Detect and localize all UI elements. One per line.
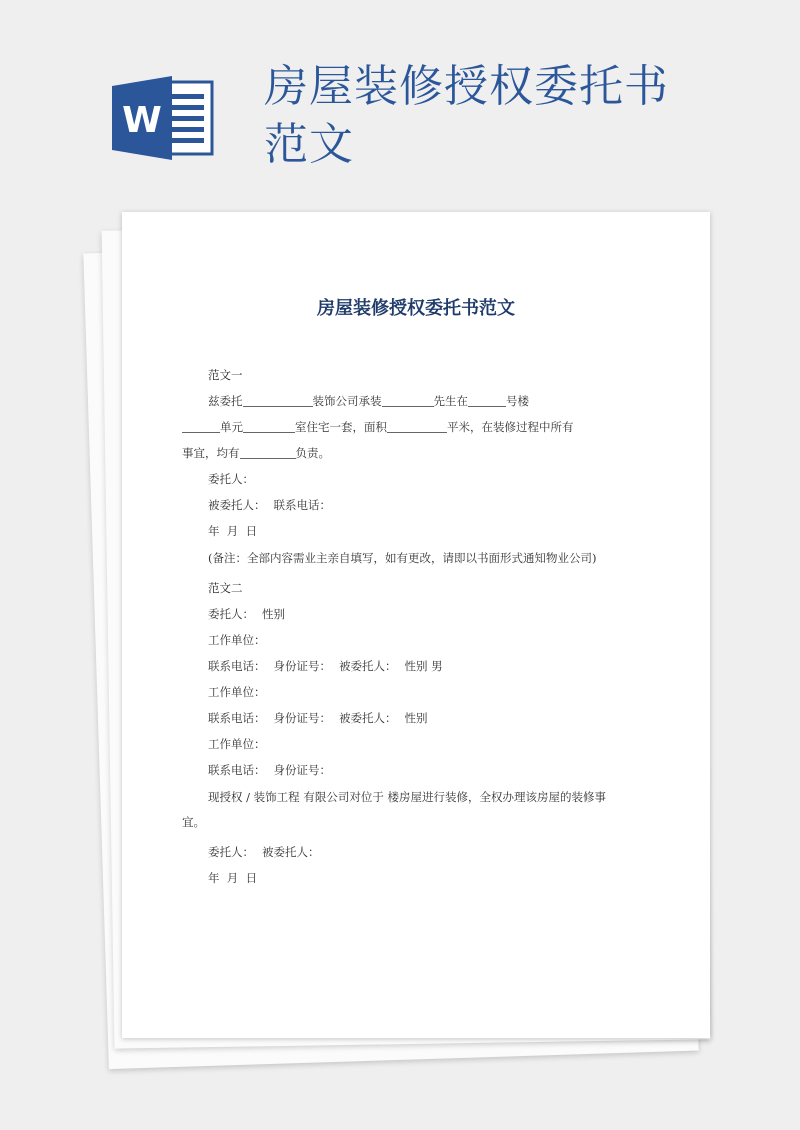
blank-field bbox=[182, 418, 220, 433]
text-fragment: 身份证号： bbox=[273, 711, 331, 725]
text-fragment: 单元 bbox=[220, 420, 243, 434]
text-fragment: 号楼 bbox=[506, 394, 529, 408]
text-fragment: 事宜，均有 bbox=[182, 446, 240, 460]
text-fragment: 被委托人： bbox=[208, 498, 266, 512]
page-heading: 房屋装修授权委托书范文 bbox=[317, 298, 515, 319]
blank-field bbox=[382, 392, 434, 407]
sample2-line7 bbox=[208, 757, 628, 783]
text-fragment: 联系电话： bbox=[208, 763, 266, 777]
blank-field bbox=[243, 392, 313, 407]
sample1-line3 bbox=[182, 440, 628, 466]
sample1-date: 年 月 日 bbox=[208, 524, 258, 538]
text-fragment: 被委托人： bbox=[262, 845, 320, 859]
sample1-heading: 范文一 bbox=[208, 368, 243, 382]
document-title: 房屋装修授权委托书范文 bbox=[264, 61, 669, 170]
text-fragment: 联系电话： bbox=[208, 711, 266, 725]
word-icon bbox=[112, 76, 216, 160]
text-fragment: 先生在 bbox=[433, 394, 468, 408]
sample2-date: 年 月 日 bbox=[208, 871, 258, 885]
document-body bbox=[182, 362, 628, 891]
text-fragment: 兹委托 bbox=[208, 394, 243, 408]
text-fragment: 被委托人： bbox=[339, 659, 397, 673]
blank-field bbox=[243, 418, 295, 433]
word-logo-letter: W bbox=[122, 100, 162, 141]
sample2-line2: 工作单位： bbox=[208, 633, 266, 647]
text-fragment: 装饰公司承装 bbox=[312, 394, 382, 408]
text-fragment: 联系电话： bbox=[208, 659, 266, 673]
sample2-line3 bbox=[208, 653, 628, 679]
blank-field bbox=[240, 444, 296, 459]
sample1-line1 bbox=[208, 388, 628, 414]
sample2-paragraph: 现授权 / 装饰工程 有限公司对位于 楼房屋进行装修，全权办理该房屋的装修事宜。 bbox=[182, 790, 606, 829]
header bbox=[0, 0, 800, 200]
sample2-heading: 范文二 bbox=[208, 581, 243, 595]
document-page bbox=[122, 212, 710, 1038]
text-fragment: 身份证号： bbox=[273, 763, 331, 777]
sample2-line5 bbox=[208, 705, 628, 731]
text-fragment: 负责。 bbox=[295, 446, 330, 460]
text-fragment: 性别 男 bbox=[404, 659, 443, 673]
text-fragment: 性别 bbox=[262, 607, 285, 621]
sample1-agent-line bbox=[208, 492, 628, 518]
blank-field bbox=[387, 418, 447, 433]
text-fragment: 委托人： bbox=[208, 607, 254, 621]
text-fragment: 室住宅一套，面积 bbox=[295, 420, 387, 434]
sample2-line1 bbox=[208, 601, 628, 627]
sample2-line8 bbox=[208, 839, 628, 865]
text-fragment: 委托人： bbox=[208, 845, 254, 859]
sample1-note: (备注：全部内容需业主亲自填写，如有更改，请即以书面形式通知物业公司) bbox=[208, 551, 597, 565]
blank-field bbox=[468, 392, 506, 407]
text-fragment: 平米，在装修过程中所有 bbox=[447, 420, 574, 434]
text-fragment: 联系电话： bbox=[273, 498, 331, 512]
sample1-line2 bbox=[182, 414, 628, 440]
sample2-line6: 工作单位： bbox=[208, 737, 266, 751]
sample2-line4: 工作单位： bbox=[208, 685, 266, 699]
text-fragment: 身份证号： bbox=[273, 659, 331, 673]
text-fragment: 性别 bbox=[404, 711, 428, 725]
sample1-principal: 委托人： bbox=[208, 472, 254, 486]
text-fragment: 被委托人： bbox=[339, 711, 397, 725]
